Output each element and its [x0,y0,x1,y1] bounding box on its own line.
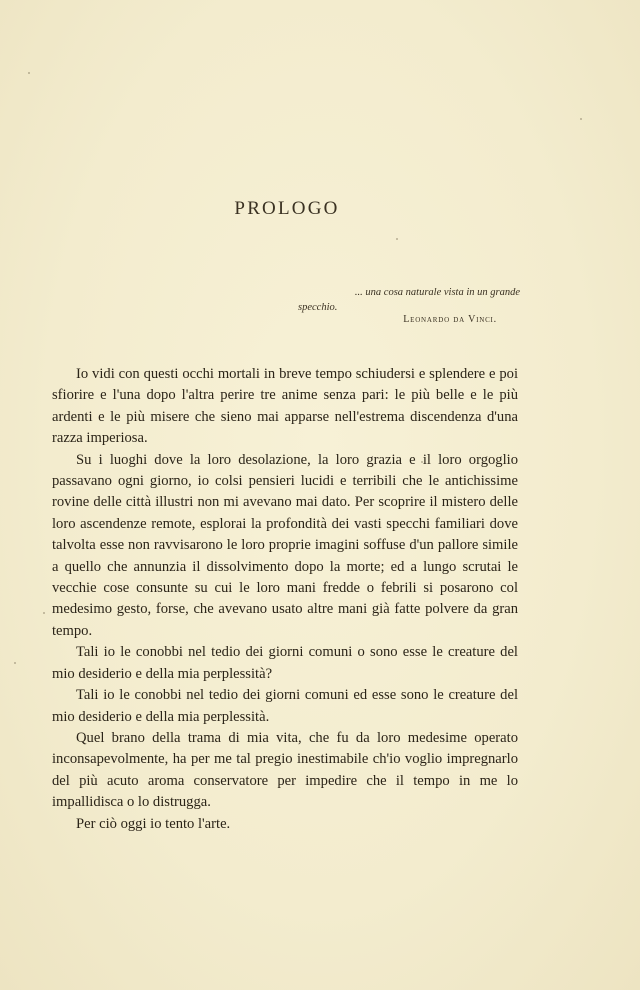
paragraph: Su i luoghi dove la loro desolazione, la loro grazia e il loro orgoglio passavano ogni giorno, io colsi pensieri lucidi e terribili che le antichissime rovine delle città illustri non mi avevano mai dato. Per scoprire il mistero delle loro ascendenze remote, esplorai la profondità dei vasti specchi familiari dove talvolta esse non ravvisarono le loro proprie imagini soffuse d'un pallore simile a quello che annunzia il dissolvimento dopo la morte; ed a lungo scrutai le vecchie cose consunte su cui le loro mani fredde o febrili si posarono col medesimo gesto, forse, che avevano usato altre mani già fatte polvere da gran tempo. [52,451,518,639]
paper-speck [14,662,16,664]
paragraph: Io vidi con questi occhi mortali in breve tempo schiudersi e splendere e poi sfiorire e l'una dopo l'altra perire tre anime senza pari: le più belle e le più ardenti e le più misere che sieno mai apparse nell'estrema discendenza d'una razza imperiosa. [52,366,518,447]
paragraph: Tali io le conobbi nel tedio dei giorni comuni o sono esse le creature del mio desiderio e della mia perplessità? [52,644,518,682]
paper-speck [43,612,45,614]
epigraph-line-1: ... una cosa naturale vista in un grande [354,287,520,298]
paper-speck [580,118,582,120]
epigraph [298,285,520,315]
epigraph-line-2: specchio. [298,302,338,313]
epigraph-author: Leonardo da Vinci. [403,314,497,325]
paper-speck [396,238,398,240]
paragraph: Quel brano della trama di mia vita, che fu da loro medesime operato inconsapevolmente, ha per me tal pregio inestimabile ch'io voglio impregnarlo del più acuto aroma conservatore per impedire che il tempo in me lo impallidisca o lo distrugga. [52,729,518,811]
page-title: PROLOGO [234,198,340,219]
paragraph: Tali io le conobbi nel tedio dei giorni comuni ed esse sono le creature del mio desiderio e della mia perplessità. [52,687,518,725]
paper-speck [28,72,30,74]
prologue-text [52,364,518,835]
paragraph: Per ciò oggi io tento l'arte. [76,815,231,832]
